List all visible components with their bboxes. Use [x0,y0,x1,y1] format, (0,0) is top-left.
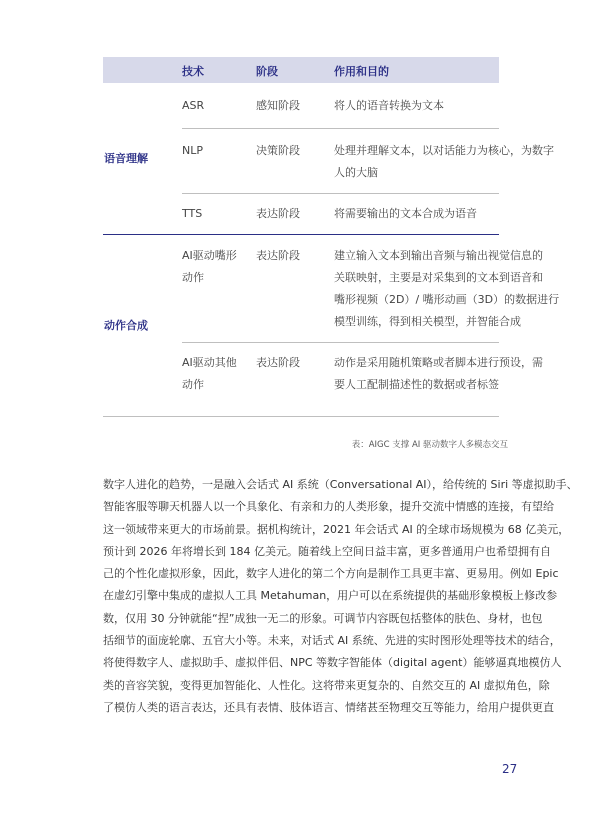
stage-ai-mouth: 表达阶段 [256,249,300,262]
paragraph-line: 数，仅用 30 分钟就能“捏”成独一无二的形象。可调节内容既包括整体的肤色、身材，也包 [103,611,543,625]
tech-ai-other-line2: 动作 [182,378,204,391]
paragraph-line: 将使得数字人、虚拟助手、虚拟伴侣、NPC 等数字智能体（digital agent）能够逼真地模仿人 [103,656,562,670]
table-header-bar [103,57,499,83]
purpose-ai-other-line2: 要人工配制描述性的数据或者标签 [334,378,499,391]
paragraph-line: 在虚幻引擎中集成的虚拟人工具 Metahuman，用户可以在系统提供的基础形象模板上修改参 [103,589,558,603]
paragraph-line: 括细节的面庞轮廓、五官大小等。未来，对话式 AI 系统、先进的实时图形处理等技术的结合， [103,634,561,648]
table-caption: 表：AIGC 支撑 AI 驱动数字人多模态交互 [351,440,508,450]
stage-nlp: 决策阶段 [256,144,300,157]
paragraph-line: 己的个性化虚拟形象，因此，数字人进化的第二个方向是制作工具更丰富、更易用。例如 Epic [103,567,559,581]
table-bottom-rule [103,416,499,417]
tech-ai-other-line1: AI驱动其他 [182,356,237,369]
header-purpose: 作用和目的 [334,65,389,78]
row-divider [182,342,499,343]
paragraph-line: 数字人进化的趋势，一是融入会话式 AI 系统（Conversational AI），给传统的 Siri 等虚拟助手、 [103,478,578,491]
purpose-ai-other-line1: 动作是采用随机策略或者脚本进行预设，需 [334,356,543,369]
purpose-tts: 将需要输出的文本合成为语音 [334,207,477,220]
tech-ai-mouth-line1: AI驱动嘴形 [182,249,237,262]
purpose-ai-mouth-line4: 模型训练，得到相关模型，并智能合成 [334,315,521,328]
header-stage: 阶段 [256,65,278,78]
tech-tts: TTS [182,207,203,220]
body-paragraph [103,474,578,719]
paragraph-line: 了模仿人类的语言表达，还具有表情、肢体语言、情绪甚至物理交互等能力，给用户提供更直 [103,700,554,714]
row-divider [182,128,499,129]
group-divider [103,234,499,235]
paragraph-line: 这一领域带来更大的市场前景。据机构统计，2021 年会话式 AI 的全球市场规模为 68 亿美元， [103,522,570,536]
tech-ai-mouth-line2: 动作 [182,271,204,284]
category-speech-understanding: 语音理解 [104,152,148,165]
page-number: 27 [502,762,518,776]
purpose-nlp-line1: 处理并理解文本，以对话能力为核心，为数字 [334,144,554,157]
stage-tts: 表达阶段 [256,207,300,220]
row-divider [182,193,499,194]
paragraph-line: 预计到 2026 年将增长到 184 亿美元。随着线上空间日益丰富，更多普通用户也希望拥有自 [103,544,551,558]
tech-nlp: NLP [182,144,203,157]
purpose-ai-mouth-line3: 嘴形视频（2D）/ 嘴形动画（3D）的数据进行 [334,293,560,306]
stage-asr: 感知阶段 [256,99,300,112]
purpose-ai-mouth-line1: 建立输入文本到输出音频与输出视觉信息的 [334,249,543,262]
category-motion-synthesis: 动作合成 [104,319,148,332]
purpose-asr: 将人的语音转换为文本 [334,99,444,112]
purpose-ai-mouth-line2: 关联映射，主要是对采集到的文本到语音和 [334,271,543,284]
paragraph-line: 智能客服等聊天机器人以一个具象化、有亲和力的人类形象，提升交流中情感的连接，有望给 [103,500,554,514]
purpose-nlp-line2: 人的大脑 [334,166,378,179]
header-tech: 技术 [182,65,204,78]
paragraph-line: 类的音容笑貌，变得更加智能化、人性化。这将带来更复杂的、自然交互的 AI 虚拟角色，除 [103,678,550,692]
tech-asr: ASR [182,99,205,112]
stage-ai-other: 表达阶段 [256,356,300,369]
